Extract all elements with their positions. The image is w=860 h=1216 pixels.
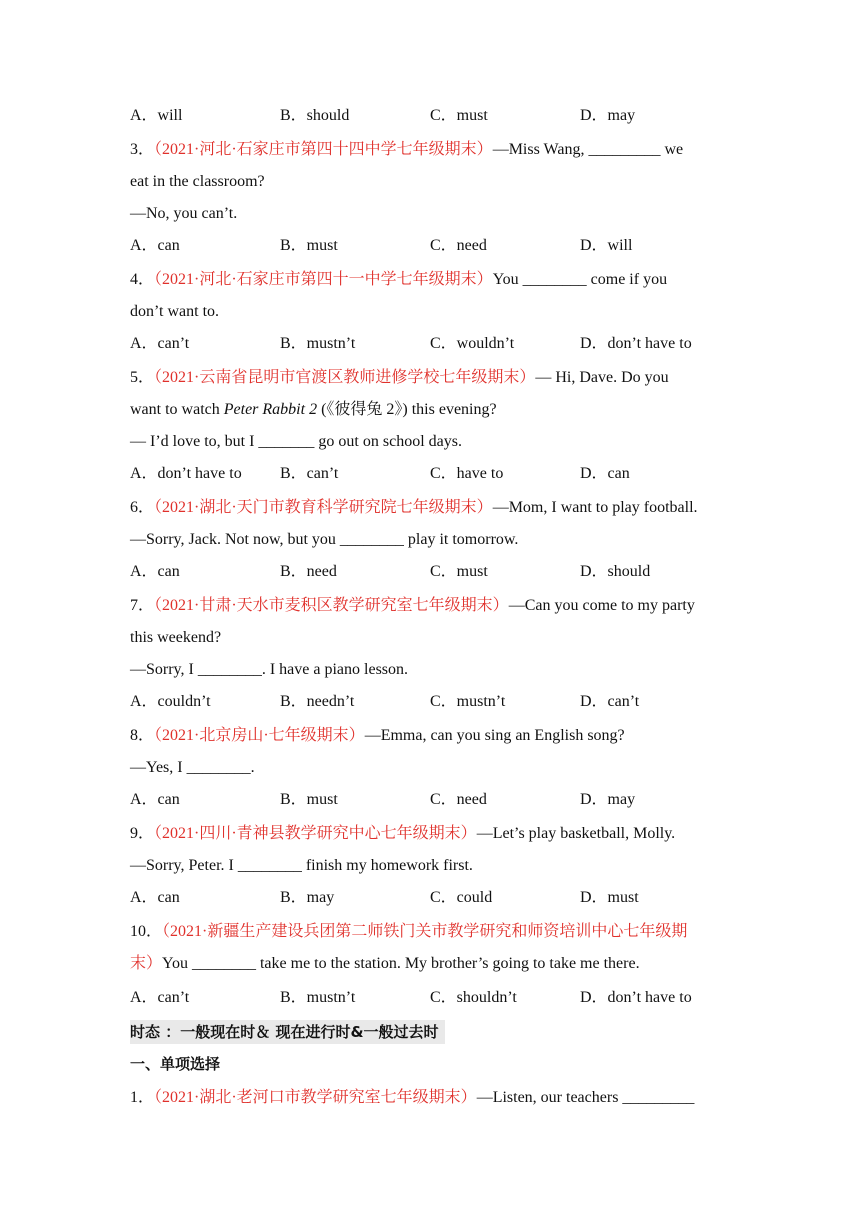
question-source: 末） — [130, 955, 163, 972]
question-text: —Mom, I want to play football. — [492, 499, 698, 516]
q4-options — [130, 332, 732, 356]
option-d[interactable]: D．don’t have to — [580, 335, 692, 352]
option-a[interactable]: A．can’t — [130, 335, 190, 352]
option-b[interactable]: B．can’t — [280, 465, 339, 482]
question-number: 8． — [130, 727, 155, 744]
question-text: —Listen, our teachers _________ — [476, 1089, 695, 1106]
question-number: 5． — [130, 369, 155, 386]
option-a[interactable]: A．couldn’t — [130, 693, 211, 710]
option-a[interactable]: A．can — [130, 791, 180, 808]
question-list — [130, 104, 732, 1110]
movie-title: Peter Rabbit 2 — [223, 401, 318, 418]
q9-options — [130, 886, 732, 910]
option-c[interactable]: C．need — [430, 237, 487, 254]
q7-stem-line1 — [130, 594, 732, 618]
question-number: 1． — [130, 1089, 155, 1106]
question-source: （2021·河北·石家庄市第四十四中学七年级期末） — [154, 141, 493, 158]
option-b[interactable]: B．needn’t — [280, 693, 355, 710]
option-c[interactable]: C．have to — [430, 465, 504, 482]
option-c[interactable]: C．wouldn’t — [430, 335, 515, 352]
question-number: 3． — [130, 141, 155, 158]
s2-q1-stem-line1 — [130, 1086, 732, 1110]
q2-options — [130, 104, 732, 128]
question-source: （2021·湖北·老河口市教学研究室七年级期末） — [154, 1089, 477, 1106]
option-d[interactable]: D．can’t — [580, 693, 640, 710]
option-a[interactable]: A．can’t — [130, 989, 190, 1006]
question-source: （2021·河北·石家庄市第四十一中学七年级期末） — [154, 271, 493, 288]
option-d[interactable]: D．will — [580, 237, 633, 254]
option-a[interactable]: A．can — [130, 237, 180, 254]
option-a[interactable]: A．can — [130, 563, 180, 580]
q5-stem-line2 — [130, 398, 732, 422]
option-b[interactable]: B．must — [280, 237, 338, 254]
q10-stem-line1 — [130, 920, 732, 944]
q3-stem-line2: eat in the classroom? — [130, 173, 265, 190]
q5-stem-line1 — [130, 366, 732, 390]
option-b[interactable]: B．should — [280, 107, 350, 124]
question-text: You ________ take me to the station. My brother’s going to take me there. — [162, 955, 640, 972]
section-title: 时态 ：一般现在时＆ 现在进行时&一般过去时 — [130, 1020, 445, 1044]
q9-stem-line1 — [130, 822, 732, 846]
option-d[interactable]: D．can — [580, 465, 630, 482]
section-heading-row — [130, 1020, 732, 1044]
option-a[interactable]: A．can — [130, 889, 180, 906]
question-source: （2021·甘肃·天水市麦积区教学研究室七年级期末） — [154, 597, 509, 614]
question-source: （2021·云南省昆明市官渡区教师进修学校七年级期末） — [154, 369, 536, 386]
q10-stem-line2 — [130, 952, 732, 976]
option-b[interactable]: B．may — [280, 889, 335, 906]
q6-options — [130, 560, 732, 584]
q5-options — [130, 462, 732, 486]
option-a[interactable]: A．will — [130, 107, 183, 124]
option-b[interactable]: B．need — [280, 563, 337, 580]
q4-stem-line1 — [130, 268, 732, 292]
option-c[interactable]: C．need — [430, 791, 487, 808]
option-d[interactable]: D．may — [580, 107, 636, 124]
option-c[interactable]: C．must — [430, 107, 488, 124]
option-c[interactable]: C．could — [430, 889, 493, 906]
q4-stem-line2: don’t want to. — [130, 303, 220, 320]
question-source: （2021·湖北·天门市教育科学研究院七年级期末） — [154, 499, 493, 516]
q7-stem-line3: —Sorry, I ________. I have a piano lesson. — [130, 661, 409, 678]
q7-options — [130, 690, 732, 714]
question-text: want to watch — [130, 401, 224, 418]
q5-stem-line3: — I’d love to, but I _______ go out on school days. — [130, 433, 462, 450]
option-c[interactable]: C．mustn’t — [430, 693, 506, 710]
question-number: 6． — [130, 499, 155, 516]
option-b[interactable]: B．mustn’t — [280, 335, 356, 352]
q3-stem-line1 — [130, 138, 732, 162]
option-c[interactable]: C．shouldn’t — [430, 989, 517, 1006]
subheading: 一、单项选择 — [130, 1055, 221, 1073]
question-text: (《彼得兔 2》) this evening? — [317, 401, 497, 418]
q9-stem-line2: —Sorry, Peter. I ________ finish my homework first. — [130, 857, 473, 874]
question-text: —Can you come to my party — [508, 597, 695, 614]
question-number: 7． — [130, 597, 155, 614]
option-b[interactable]: B．must — [280, 791, 338, 808]
option-d[interactable]: D．don’t have to — [580, 989, 692, 1006]
question-source: （2021·北京房山·七年级期末） — [154, 727, 365, 744]
q3-options — [130, 234, 732, 258]
question-text: —Let’s play basketball, Molly. — [476, 825, 676, 842]
option-c[interactable]: C．must — [430, 563, 488, 580]
question-source: （2021·四川·青神县教学研究中心七年级期末） — [154, 825, 477, 842]
question-text: You ________ come if you — [492, 271, 668, 288]
q7-stem-line2: this weekend? — [130, 629, 222, 646]
q6-stem-line1 — [130, 496, 732, 520]
q10-options — [130, 986, 732, 1010]
option-d[interactable]: D．may — [580, 791, 636, 808]
q3-stem-line3: —No, you can’t. — [130, 205, 238, 222]
question-text: —Miss Wang, _________ we — [492, 141, 684, 158]
option-d[interactable]: D．should — [580, 563, 651, 580]
question-number: 4． — [130, 271, 155, 288]
q8-stem-line1 — [130, 724, 732, 748]
question-text: —Emma, can you sing an English song? — [364, 727, 625, 744]
question-source: （2021·新疆生产建设兵团第二师铁门关市教学研究和师资培训中心七年级期 — [162, 923, 688, 940]
q8-options — [130, 788, 732, 812]
option-a[interactable]: A．don’t have to — [130, 465, 242, 482]
q8-stem-line2: —Yes, I ________. — [130, 759, 255, 776]
option-b[interactable]: B．mustn’t — [280, 989, 356, 1006]
question-number: 10． — [130, 923, 163, 940]
question-text: — Hi, Dave. Do you — [535, 369, 669, 386]
option-d[interactable]: D．must — [580, 889, 639, 906]
question-number: 9． — [130, 825, 155, 842]
q6-stem-line2: —Sorry, Jack. Not now, but you ________ play it tomorrow. — [130, 531, 519, 548]
